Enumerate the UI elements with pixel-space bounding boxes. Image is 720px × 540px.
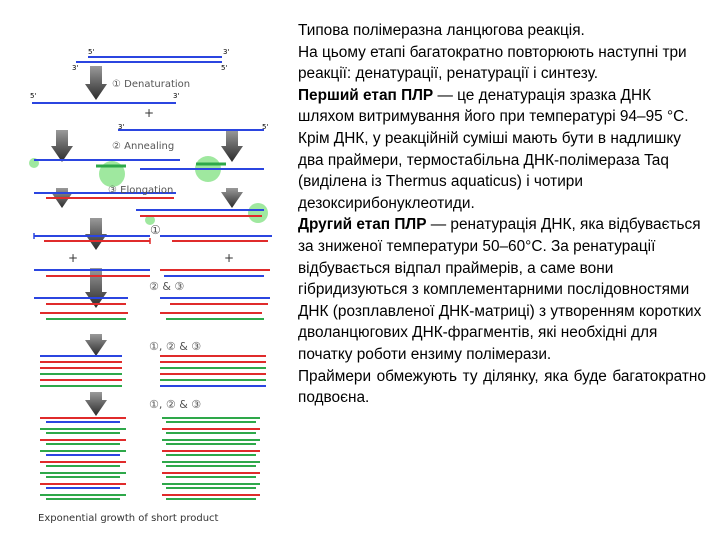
primers-note: Праймери обмежують ту ділянку, яка буде багатократно подвоєна.	[298, 367, 706, 407]
step-1-2-3-label: ①, ② & ③	[149, 340, 202, 353]
plus-sign: +	[68, 251, 79, 265]
stage1-title: Перший етап ПЛР	[298, 86, 434, 104]
label-5-prime: 5'	[262, 123, 269, 131]
stage1-body: — це денатурація зразка ДНК шляхом витримування його при температурі 94–95 °С. Крім ДНК, у реакційній суміші мають бути в надлишку два праймери, термостабільна ДНК-полімераза Taq (виділена із Thermus aquaticus) і чотири дезоксирибонуклеотиди.	[298, 86, 689, 212]
primer-glow	[248, 203, 268, 223]
description-intro: На цьому етапі багатократно повторюють наступні три реакції: денатурації, ренатурації і синтезу.	[298, 43, 687, 83]
description-title: Типова полімеразна ланцюгова реакція.	[298, 22, 585, 39]
label-3-prime: 3'	[173, 92, 180, 100]
label-5-prime: 5'	[88, 48, 95, 56]
label-5-prime: 5'	[221, 64, 228, 72]
process-arrow	[85, 334, 107, 356]
step-2-3-label: ② & ③	[149, 280, 185, 293]
step-denaturation-label: ① Denaturation	[112, 79, 191, 90]
diagram-caption: Exponential growth of short product	[38, 513, 219, 524]
dna-strands	[32, 57, 272, 499]
step-annealing-label: ② Annealing	[112, 141, 175, 152]
process-arrow	[85, 268, 107, 308]
label-3-prime: 3'	[118, 123, 125, 131]
label-3-prime: 3'	[72, 64, 79, 72]
pcr-diagram	[0, 0, 290, 540]
step-elongation-label: ③ Elongation	[108, 185, 174, 196]
process-arrow	[85, 392, 107, 416]
process-arrow	[85, 66, 107, 100]
process-arrow	[85, 218, 107, 250]
stage2-title: Другий етап ПЛР	[298, 216, 427, 234]
label-3-prime: 3'	[223, 48, 230, 56]
step-1-2-3-label: ①, ② & ③	[149, 398, 202, 411]
plus-sign: +	[224, 251, 235, 265]
step-1-label: ①	[150, 223, 161, 237]
stage2-body: — ренатурація ДНК, яка відбувається за зниженої температури 50–60°С. За ренатурації відбувається відпал праймерів, а саме вони гібридизуються з комплементарними послідовностями ДНК (розплавленої ДНК-матриці) з утворенням коротких дволанцюгових ДНК-фрагментів, які необхідні для початку роботи ензиму полімерази.	[298, 216, 702, 363]
process-arrow	[51, 130, 73, 162]
stage2-paragraph	[298, 214, 706, 365]
plus-sign: +	[144, 106, 155, 120]
description-panel	[298, 20, 706, 409]
process-arrow	[221, 188, 243, 208]
stage1-paragraph	[298, 85, 706, 215]
process-arrow	[221, 130, 243, 162]
label-5-prime: 5'	[30, 92, 37, 100]
